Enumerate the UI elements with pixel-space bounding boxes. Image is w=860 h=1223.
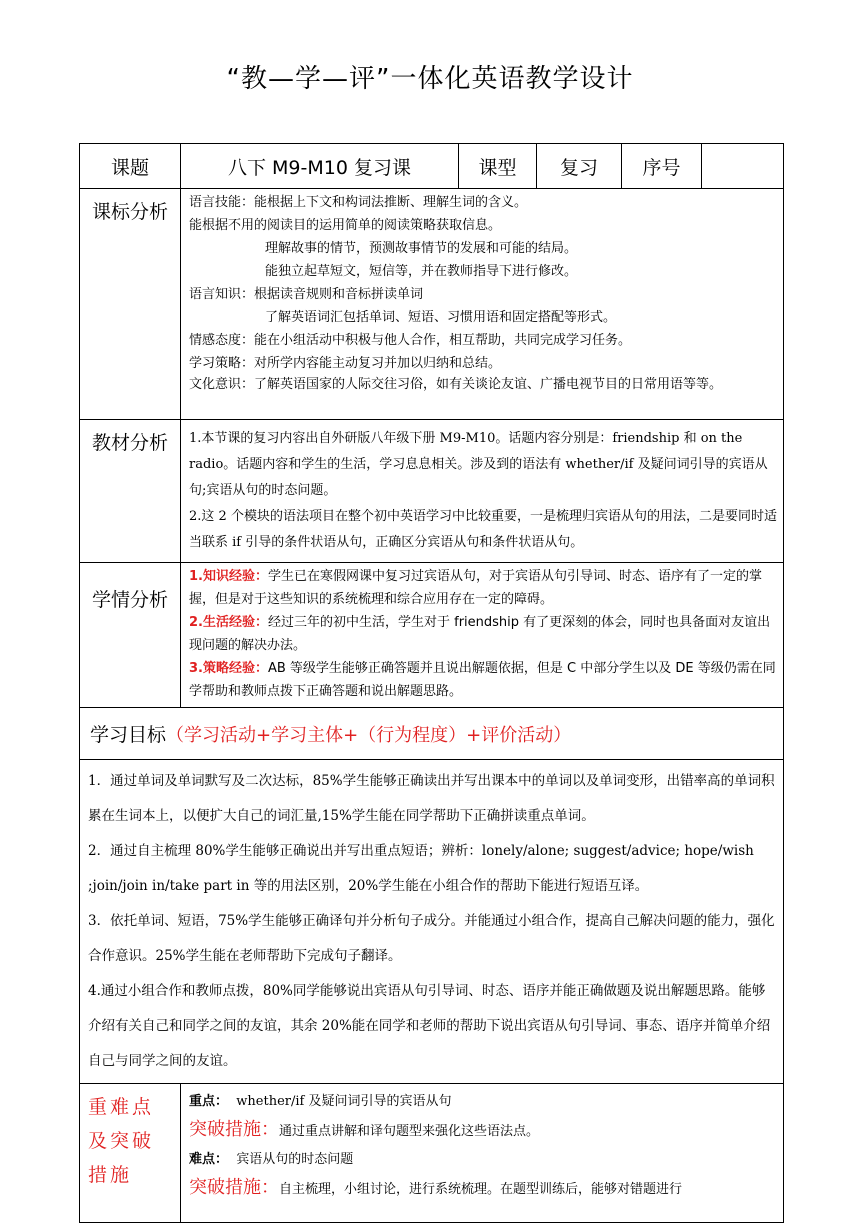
type-value: 复习 <box>537 144 622 189</box>
goals-head-row <box>80 708 784 760</box>
curriculum-line: 情感态度：能在小组活动中积极与他人合作，相互帮助，共同完成学习任务。 <box>189 333 632 348</box>
curriculum-line: 能根据不用的阅读目的运用简单的阅读策略获取信息。 <box>189 218 502 233</box>
curriculum-line: 语言知识：根据读音规则和音标拼读单词 <box>189 287 424 302</box>
material-paragraph: 2.这 2 个模块的语法项目在整个初中英语学习中比较重要，一是梳理归宾语从句的用法，二是要同时适当联系 if 引导的条件状语从句，正确区分宾语从句和条件状语从句。 <box>189 509 777 550</box>
order-value <box>702 144 784 189</box>
students-item-head: 3.策略经验： <box>189 661 268 676</box>
students-item <box>189 657 777 703</box>
header-row <box>80 144 784 189</box>
students-item <box>189 611 777 657</box>
students-item-text: 学生已在寒假网课中复习过宾语从句，对于宾语从句引导词、时态、语序有了一定的掌握，但是对于这些知识的系统梳理和综合应用存在一定的障碍。 <box>189 569 762 607</box>
students-item-head: 1.知识经验： <box>189 569 268 584</box>
material-row <box>80 420 784 563</box>
difficulty-text: 宾语从句的时态问题 <box>236 1152 354 1167</box>
curriculum-content <box>181 189 784 420</box>
goals-formula: （学习活动+学习主体+（行为程度）+评价活动） <box>166 725 572 746</box>
key-points-content <box>181 1084 784 1223</box>
type-label: 课型 <box>459 144 537 189</box>
measure-line-2 <box>189 1174 775 1204</box>
topic-label: 课题 <box>80 144 181 189</box>
topic-value: 八下 M9-M10 复习课 <box>181 144 459 189</box>
curriculum-row <box>80 189 784 420</box>
curriculum-label: 课标分析 <box>80 189 181 420</box>
material-content <box>181 420 784 563</box>
material-paragraph: 1.本节课的复习内容出自外研版八年级下册 M9-M10。话题内容分别是：friendship 和 on the radio。话题内容和学生的生活，学习息息相关。涉及到的语法有 whether/if 及疑问词引导的宾语从句;宾语从句的时态问题。 <box>189 431 768 498</box>
students-content <box>181 563 784 708</box>
measure-head: 突破措施： <box>189 1119 279 1140</box>
measure-text: 通过重点讲解和译句题型来强化这些语法点。 <box>279 1124 540 1139</box>
curriculum-line: 理解故事的情节，预测故事情节的发展和可能的结局。 <box>265 241 578 256</box>
goals-heading <box>80 708 784 760</box>
goals-label: 学习目标 <box>90 724 167 746</box>
students-row <box>80 563 784 708</box>
measure-line-1 <box>189 1116 775 1146</box>
curriculum-line: 学习策略：对所学内容能主动复习并加以归纳和总结。 <box>189 356 502 371</box>
curriculum-line: 能独立起草短文，短信等，并在教师指导下进行修改。 <box>265 264 578 279</box>
goal-item: 2．通过自主梳理 80%学生能够正确说出并写出重点短语；辨析：lonely/alone; suggest/advice; hope/wish ;join/join in/take part in 等的用法区别，20%学生能在小组合作的帮助下能进行短语互译。 <box>88 843 754 894</box>
curriculum-line: 文化意识：了解英语国家的人际交往习俗，如有关谈论友谊、广播电视节目的日常用语等等。 <box>189 377 723 392</box>
goals-row <box>80 760 784 1084</box>
focus-head: 重点： <box>189 1094 229 1109</box>
students-item <box>189 565 777 611</box>
students-item-text: 经过三年的初中生活，学生对于 friendship 有了更深刻的体会，同时也具备面对友谊出现问题的解决办法。 <box>189 615 771 653</box>
students-label: 学情分析 <box>80 563 181 708</box>
lesson-plan-table <box>79 143 784 1223</box>
document-title: “教—学—评”一体化英语教学设计 <box>226 64 634 94</box>
difficulty-line <box>189 1146 775 1174</box>
measure-head: 突破措施： <box>189 1177 279 1198</box>
key-points-row <box>80 1084 784 1223</box>
students-item-text: AB 等级学生能够正确答题并且说出解题依据，但是 C 中部分学生以及 DE 等级仍需在同学帮助和教师点拨下正确答题和说出解题思路。 <box>189 661 776 699</box>
key-points-label: 重难点及突破措施 <box>80 1084 181 1223</box>
goals-content <box>80 760 784 1084</box>
goal-item: 3．依托单词、短语，75%学生能够正确译句并分析句子成分。并能通过小组合作，提高自己解决问题的能力，强化合作意识。25%学生能在老师帮助下完成句子翻译。 <box>88 913 775 964</box>
goal-item: 1．通过单词及单词默写及二次达标，85%学生能够正确读出并写出课本中的单词以及单词变形，出错率高的单词积累在生词本上，以便扩大自己的词汇量,15%学生能在同学帮助下正确拼读重点单词。 <box>88 773 775 824</box>
difficulty-head: 难点： <box>189 1152 229 1167</box>
measure-text: 自主梳理，小组讨论，进行系统梳理。在题型训练后，能够对错题进行 <box>279 1182 683 1197</box>
goal-item: 4.通过小组合作和教师点拨，80%同学能够说出宾语从句引导词、时态、语序并能正确做题及说出解题思路。能够介绍有关自己和同学之间的友谊，其余 20%能在同学和老师的帮助下说出宾语从句引导词、事态、语序并简单介绍自己与同学之间的友谊。 <box>88 983 771 1069</box>
material-label: 教材分析 <box>80 420 181 563</box>
focus-text: whether/if 及疑问词引导的宾语从句 <box>236 1094 452 1109</box>
curriculum-line: 了解英语词汇包括单词、短语、习惯用语和固定搭配等形式。 <box>265 310 617 325</box>
students-item-head: 2.生活经验： <box>189 615 268 630</box>
curriculum-line: 语言技能：能根据上下文和构词法推断、理解生词的含义。 <box>189 195 528 210</box>
focus-line <box>189 1088 775 1116</box>
order-label: 序号 <box>622 144 702 189</box>
